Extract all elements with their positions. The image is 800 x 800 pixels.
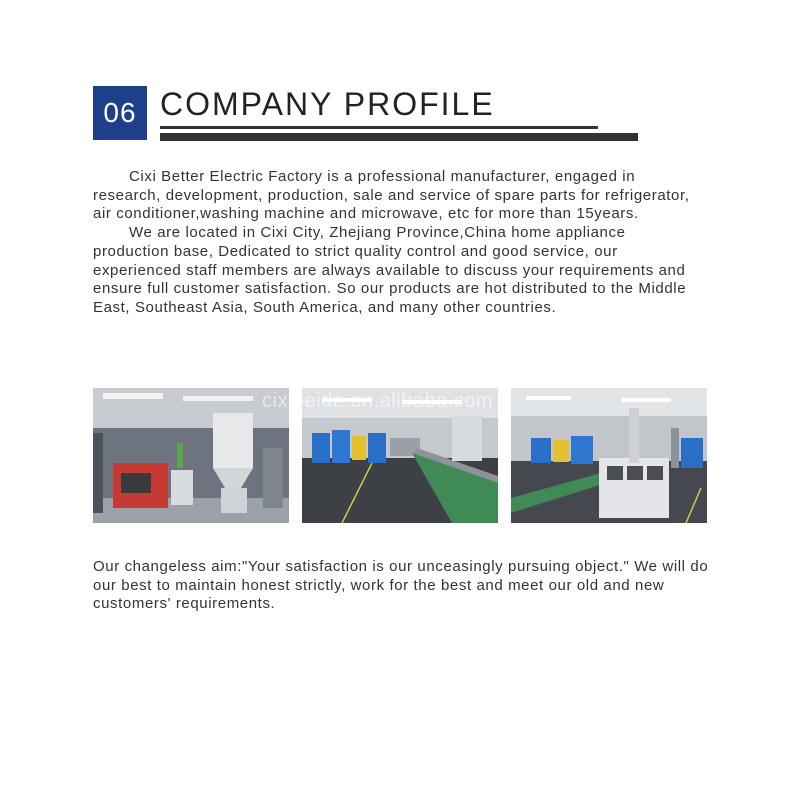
section-number-badge: 06 (93, 86, 147, 140)
page-title: COMPANY PROFILE (160, 86, 495, 122)
factory-photo-3 (511, 388, 707, 523)
company-aim (93, 558, 713, 614)
factory-photo-1 (93, 388, 289, 523)
watermark-text: cixibeide.en.alibaba.com (262, 390, 494, 412)
company-intro (93, 168, 705, 318)
intro-paragraph-1: Cixi Better Electric Factory is a professional manufacturer, engaged in research, development, production, sale and service of spare parts for refrigerator, air conditioner,washing machine and microwave, etc for more than 15years. (93, 168, 690, 223)
aim-paragraph: Our changeless aim:"Your satisfaction is our unceasingly pursuing object." We will do our best to maintain honest strictly, work for the best and meet our old and new customers' requirements. (93, 558, 709, 613)
intro-paragraph-2: We are located in Cixi City, Zhejiang Province,China home appliance production base, Dedicated to strict quality control and good service, our experienced staff members are always available to discuss your requirements and ensure full customer satisfaction. So our products are hot distributed to the Middle East, Southeast Asia, South America, and many other countries. (93, 224, 687, 316)
title-underline-thin (160, 126, 598, 129)
title-underline-thick (160, 133, 638, 141)
